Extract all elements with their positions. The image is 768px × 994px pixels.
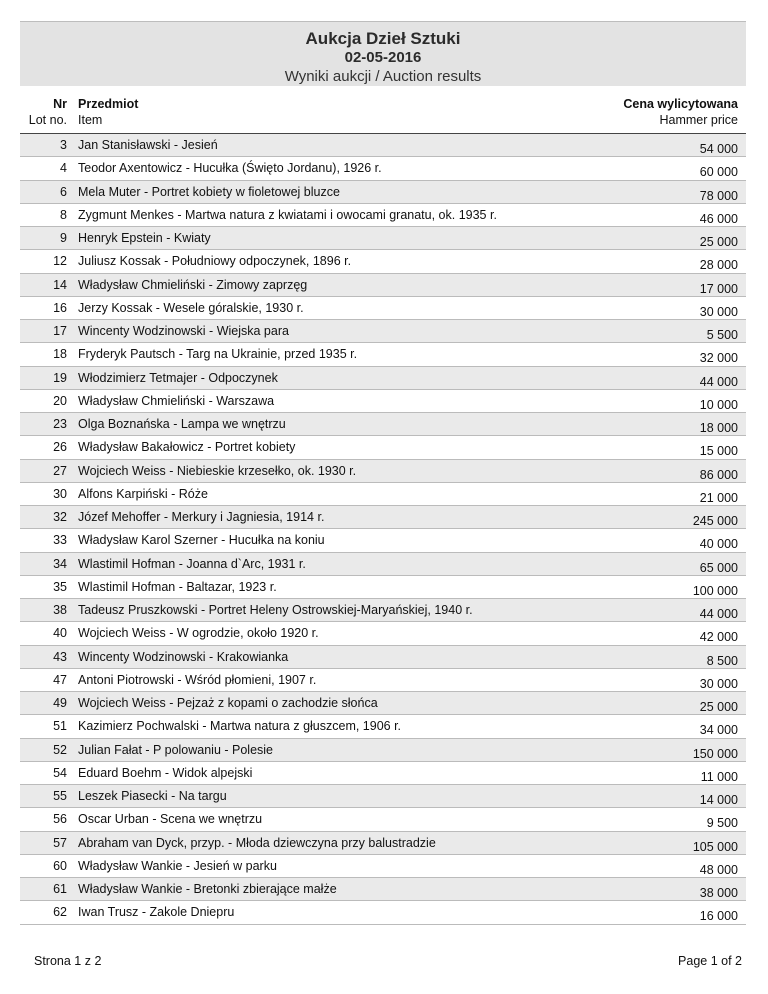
item-header-en: Item (78, 113, 103, 127)
hammer-price: 245 000 (692, 514, 738, 528)
item-name: Wojciech Weiss - W ogrodzie, około 1920 r. (78, 626, 319, 641)
item-name: Władysław Wankie - Jesień w parku (78, 858, 277, 873)
lot-number: 14 (53, 277, 67, 292)
lot-number: 52 (53, 742, 67, 757)
item-name: Zygmunt Menkes - Martwa natura z kwiatami i owocami granatu, ok. 1935 r. (78, 207, 497, 222)
item-name: Wojciech Weiss - Pejzaż z kopami o zachodzie słońca (78, 696, 378, 710)
hammer-price: 48 000 (699, 862, 738, 877)
lot-number: 6 (60, 184, 67, 199)
hammer-price: 42 000 (699, 630, 738, 645)
table-row (20, 622, 746, 645)
hammer-price: 30 000 (699, 676, 738, 691)
item-name: Włodzimierz Tetmajer - Odpoczynek (78, 370, 278, 385)
lot-number: 57 (53, 835, 67, 850)
lot-number: 23 (53, 417, 67, 431)
lot-number-header (20, 96, 67, 128)
hammer-price: 150 000 (692, 746, 738, 761)
item-name: Olga Boznańska - Lampa we wnętrzu (78, 417, 286, 431)
item-header (78, 96, 138, 128)
table-row (20, 832, 746, 855)
lot-number: 20 (53, 393, 67, 408)
item-name: Władysław Wankie - Bretonki zbierające małże (78, 882, 337, 896)
item-name: Wincenty Wodzinowski - Wiejska para (78, 324, 289, 338)
hammer-price: 14 000 (699, 793, 738, 807)
table-row (20, 181, 746, 204)
table-row (20, 460, 746, 483)
hammer-price: 18 000 (699, 421, 738, 435)
hammer-price: 21 000 (699, 490, 738, 505)
auction-subtitle: Wyniki aukcji / Auction results (284, 68, 482, 85)
page-indicator-pl: Strona 1 z 2 (34, 954, 102, 968)
lot-number: 12 (53, 254, 67, 269)
table-row (20, 692, 746, 715)
item-name: Teodor Axentowicz - Hucułka (Święto Jordanu), 1926 r. (78, 161, 382, 176)
table-row (20, 343, 746, 366)
lot-number: 17 (53, 324, 67, 338)
lot-number: 34 (53, 556, 67, 571)
item-name: Wlastimil Hofman - Joanna d`Arc, 1931 r. (78, 556, 306, 571)
table-row (20, 157, 746, 180)
table-row (20, 669, 746, 692)
lot-number: 33 (53, 533, 67, 548)
item-name: Mela Muter - Portret kobiety w fioletowej bluzce (78, 184, 340, 199)
item-name: Fryderyk Pautsch - Targ na Ukrainie, przed 1935 r. (78, 347, 358, 362)
hammer-price: 100 000 (692, 583, 738, 598)
hammer-price: 60 000 (699, 165, 738, 180)
table-row (20, 646, 746, 669)
lot-number: 56 (53, 812, 67, 827)
table-row (20, 227, 746, 250)
item-name: Henryk Epstein - Kwiaty (78, 231, 211, 245)
table-row (20, 204, 746, 227)
lot-number: 4 (60, 161, 67, 176)
lot-number: 9 (60, 231, 67, 245)
page-indicator-en: Page 1 of 2 (678, 954, 742, 968)
lot-number: 40 (53, 626, 67, 641)
item-name: Tadeusz Pruszkowski - Portret Heleny Ostrowskiej-Maryańskiej, 1940 r. (78, 603, 473, 617)
lot-number: 62 (53, 905, 67, 920)
lot-number: 51 (53, 719, 67, 734)
hammer-price: 10 000 (699, 397, 738, 412)
table-row (20, 506, 746, 529)
table-row (20, 274, 746, 297)
item-name: Władysław Karol Szerner - Hucułka na koniu (78, 533, 325, 548)
hammer-price: 11 000 (700, 769, 738, 784)
item-name: Jan Stanisławski - Jesień (78, 138, 218, 152)
hammer-price: 9 500 (706, 816, 738, 831)
auction-date: 02-05-2016 (344, 49, 422, 66)
hammer-price: 25 000 (699, 235, 738, 249)
lot-number-header-en: Lot no. (28, 113, 67, 127)
lot-number: 19 (53, 370, 67, 385)
hammer-price: 5 500 (706, 328, 738, 342)
report-header (20, 21, 746, 86)
table-row (20, 855, 746, 878)
hammer-price: 86 000 (699, 467, 738, 482)
item-name: Juliusz Kossak - Południowy odpoczynek, 1896 r. (78, 254, 352, 269)
table-row (20, 320, 746, 343)
hammer-price: 44 000 (699, 374, 738, 389)
item-name: Władysław Chmieliński - Zimowy zaprzęg (78, 277, 308, 292)
hammer-price: 15 000 (699, 444, 738, 459)
table-row (20, 808, 746, 831)
table-row (20, 436, 746, 459)
lot-number: 54 (53, 765, 67, 780)
hammer-price: 28 000 (699, 258, 738, 273)
item-name: Antoni Piotrowski - Wśród płomieni, 1907 r. (78, 672, 317, 687)
hammer-price: 44 000 (699, 607, 738, 621)
lot-number: 61 (53, 882, 67, 896)
table-row (20, 576, 746, 599)
column-headers (20, 96, 746, 130)
lot-number: 43 (53, 649, 67, 664)
item-name: Iwan Trusz - Zakole Dniepru (78, 905, 235, 920)
results-table (20, 133, 746, 925)
table-row (20, 250, 746, 273)
lot-number: 38 (53, 603, 67, 617)
table-row (20, 715, 746, 738)
hammer-price: 30 000 (699, 304, 738, 319)
table-row (20, 599, 746, 622)
hammer-price: 40 000 (699, 537, 738, 552)
item-name: Józef Mehoffer - Merkury i Jagniesia, 1914 r. (78, 510, 325, 524)
table-row (20, 297, 746, 320)
item-name: Wojciech Weiss - Niebieskie krzesełko, ok. 1930 r. (78, 463, 357, 478)
hammer-price: 105 000 (692, 839, 738, 854)
item-name: Władysław Chmieliński - Warszawa (78, 393, 275, 408)
item-name: Kazimierz Pochwalski - Martwa natura z głuszcem, 1906 r. (78, 719, 402, 734)
table-row (20, 785, 746, 808)
table-row (20, 483, 746, 506)
item-name: Alfons Karpiński - Róże (78, 486, 208, 501)
table-row (20, 739, 746, 762)
item-name: Władysław Bakałowicz - Portret kobiety (78, 440, 296, 455)
lot-number: 3 (60, 138, 67, 152)
hammer-price: 65 000 (699, 560, 738, 575)
lot-number: 26 (53, 440, 67, 455)
hammer-price: 32 000 (699, 351, 738, 366)
lot-number: 35 (53, 579, 67, 594)
price-header-pl: Cena wylicytowana (623, 97, 738, 111)
item-name: Wlastimil Hofman - Baltazar, 1923 r. (78, 579, 277, 594)
hammer-price: 8 500 (706, 653, 738, 668)
lot-number: 18 (53, 347, 67, 362)
table-row (20, 413, 746, 436)
hammer-price: 17 000 (699, 281, 738, 296)
lot-number: 49 (53, 696, 67, 710)
price-header (623, 96, 738, 128)
hammer-price: 78 000 (699, 188, 738, 203)
table-row (20, 901, 746, 924)
table-row (20, 529, 746, 552)
item-name: Julian Fałat - P polowaniu - Polesie (78, 742, 274, 757)
lot-number: 60 (53, 858, 67, 873)
item-name: Leszek Piasecki - Na targu (78, 789, 227, 803)
hammer-price: 46 000 (699, 211, 738, 226)
lot-number: 30 (53, 486, 67, 501)
item-name: Abraham van Dyck, przyp. - Młoda dziewczyna przy balustradzie (78, 835, 436, 850)
table-row (20, 878, 746, 901)
lot-number: 27 (53, 463, 67, 478)
hammer-price: 54 000 (699, 142, 738, 156)
item-name: Jerzy Kossak - Wesele góralskie, 1930 r. (78, 300, 304, 315)
lot-number: 8 (60, 207, 67, 222)
table-row (20, 553, 746, 576)
hammer-price: 38 000 (699, 886, 738, 900)
item-name: Eduard Boehm - Widok alpejski (78, 765, 253, 780)
table-row (20, 367, 746, 390)
table-row (20, 134, 746, 157)
price-header-en: Hammer price (659, 113, 738, 127)
auction-title: Aukcja Dzieł Sztuki (305, 29, 461, 48)
table-row (20, 390, 746, 413)
hammer-price: 16 000 (699, 909, 738, 924)
item-name: Oscar Urban - Scena we wnętrzu (78, 812, 263, 827)
lot-number: 16 (53, 300, 67, 315)
item-header-pl: Przedmiot (78, 97, 139, 111)
table-row (20, 762, 746, 785)
hammer-price: 34 000 (699, 723, 738, 738)
lot-number: 32 (53, 510, 67, 524)
lot-number: 47 (53, 672, 67, 687)
item-name: Wincenty Wodzinowski - Krakowianka (78, 649, 289, 664)
hammer-price: 25 000 (699, 700, 738, 714)
lot-number-header-pl: Nr (53, 97, 67, 111)
lot-number: 55 (53, 789, 67, 803)
